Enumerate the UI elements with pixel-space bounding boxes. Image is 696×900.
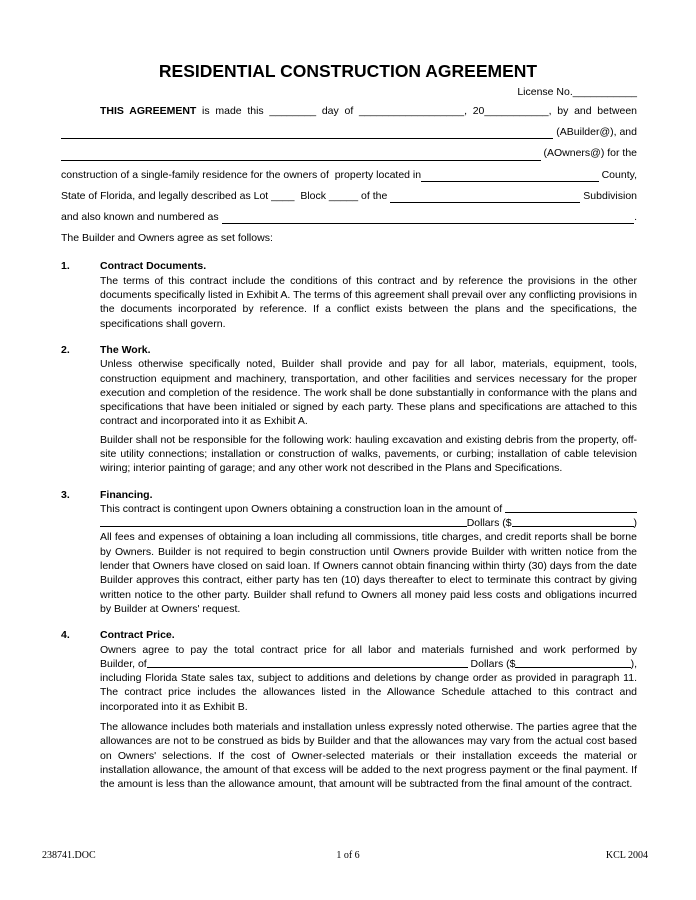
section-contract-documents [61, 259, 637, 330]
agreement-bold-label: THIS AGREEMENT [100, 105, 197, 117]
owners-label: (AOwners@) for the [540, 147, 637, 160]
section-number: 3. [61, 488, 70, 501]
loan-dollars-line [100, 516, 637, 530]
intro-line-date [61, 101, 637, 122]
agreement-intro [61, 101, 637, 249]
price-numeric-blank [515, 667, 630, 668]
page-title: RESIDENTIAL CONSTRUCTION AGREEMENT [158, 61, 538, 81]
intro-line-agree [61, 228, 637, 249]
dollars-label: Dollars ($ [467, 657, 516, 670]
section-paragraph: All fees and expenses of obtaining a loan including all commissions, title charges, and credit reports shall be borne by Owners. Builder is not required to begin construction until Owners provide Builder with written notice from the lender that Owners have closed on said loan. If Owners cannot obtain financing within thirty (30) days from the date Builder approves this contract, either party has ten (10) days thereafter to elect to terminate this contract by giving written notice to the other party. Builder shall refund to Owners all money paid less costs and obligations incurred by Builder at Owners' request. [100, 531, 637, 615]
section-paragraph: Unless otherwise specifically noted, Builder shall provide and pay for all labor, materials, equipment, tools, construction equipment and machinery, transportation, and other facilities and services necessary for the proper execution and completion of the residence. The work shall be done substantially in conformance with the plans and specifications that have been initialed or signed by each party. These plans and specifications are attached to this contract and incorporated into it as Exhibit A. [100, 358, 637, 428]
section-financing [61, 488, 637, 617]
price-words-blank [147, 667, 468, 668]
agreement-date-text: is made this ________ day of __________________, 20___________, by and between [196, 105, 638, 117]
section-number: 1. [61, 260, 70, 273]
agree-statement: The Builder and Owners agree as set follows: [61, 232, 273, 245]
footer-filename: 238741.DOC [42, 850, 96, 861]
footer-reference: KCL 2004 [605, 850, 648, 861]
close-paren: ), [630, 657, 637, 670]
subdivision-label: Subdivision [580, 189, 637, 202]
builder-label: (ABuilder@), and [553, 126, 637, 139]
price-intro-line: Owners agree to pay the total contract price for all labor and materials furnished and work performed by [100, 643, 637, 656]
section-paragraph: The terms of this contract include the conditions of this contract and by reference the provisions in the other documents specifically listed in Exhibit A. The terms of this agreement shall prevail over any conflicting provisions in the documents incorporated by reference. If a conflict exists between the plans and the specifications, the specifications shall govern. [100, 274, 637, 330]
loan-amount-text: This contract is contingent upon Owners obtaining a construction loan in the amount of [100, 502, 506, 515]
owners-name-blank [61, 160, 541, 161]
known-as-period: . [634, 211, 637, 224]
loan-amount-numeric-blank [512, 526, 634, 527]
section-heading: Contract Documents. [100, 260, 207, 273]
intro-line-county [61, 165, 637, 186]
intro-line-builder [61, 122, 637, 143]
county-label: County, [598, 168, 637, 181]
close-paren: ) [633, 517, 637, 530]
section-paragraph: including Florida State sales tax, subject to additions and deletions by change order as provided in paragraph 11. The contract price includes the allowances listed in the Allowance Schedule attached to this contract and incorporated into it as Exhibit B. [100, 672, 637, 713]
section-heading: Financing. [100, 488, 153, 501]
section-the-work [61, 343, 637, 476]
loan-amount-line [100, 502, 637, 516]
legal-description-text: State of Florida, and legally described as Lot ____ Block _____ of the [61, 189, 391, 202]
builder-name-blank [61, 138, 553, 139]
section-contract-price [61, 628, 637, 791]
property-location-text: construction of a single-family residence for the owners of property located in [61, 168, 422, 181]
subdivision-blank [390, 202, 580, 203]
section-number: 2. [61, 343, 70, 356]
loan-amount-words-blank [100, 526, 467, 527]
section-heading: Contract Price. [100, 629, 175, 642]
known-as-blank [222, 223, 635, 224]
intro-line-known-as [61, 207, 637, 228]
builder-of-label: Builder, of [100, 657, 147, 670]
intro-line-owners [61, 143, 637, 164]
section-heading: The Work. [100, 343, 151, 356]
county-blank [421, 181, 599, 182]
intro-line-subdivision [61, 186, 637, 207]
dollars-label: Dollars ($ [466, 517, 512, 530]
price-dollars-line [100, 657, 637, 671]
loan-amount-blank [505, 512, 637, 513]
section-paragraph: Builder shall not be responsible for the following work: hauling excavation and existing debris from the property, off-site utility connections; installation or construction of walks, pavements, or curbing; installation of cable television wiring; interior painting of garage; and any other work not described in the Plans and Specifications. [100, 433, 637, 475]
page-footer [0, 850, 696, 864]
license-number-line: License No.___________ [517, 86, 637, 98]
section-paragraph: The allowance includes both materials and installation unless expressly noted otherwise. The parties agree that the allowances are not to be construed as bids by Builder and that the allowances may vary from the actual cost based on Owners' selections. If the cost of Owner-selected materials or their installation exceeds the material or installation allowance, the amount of that excess will be added to the next progress payment or the final payment. If the amount is less than the allowance amount, that amount will be subtracted from the final amount of the contract. [100, 721, 637, 791]
page-number: 1 of 6 [336, 850, 360, 861]
section-number: 4. [61, 629, 70, 642]
known-as-text: and also known and numbered as [61, 211, 222, 224]
